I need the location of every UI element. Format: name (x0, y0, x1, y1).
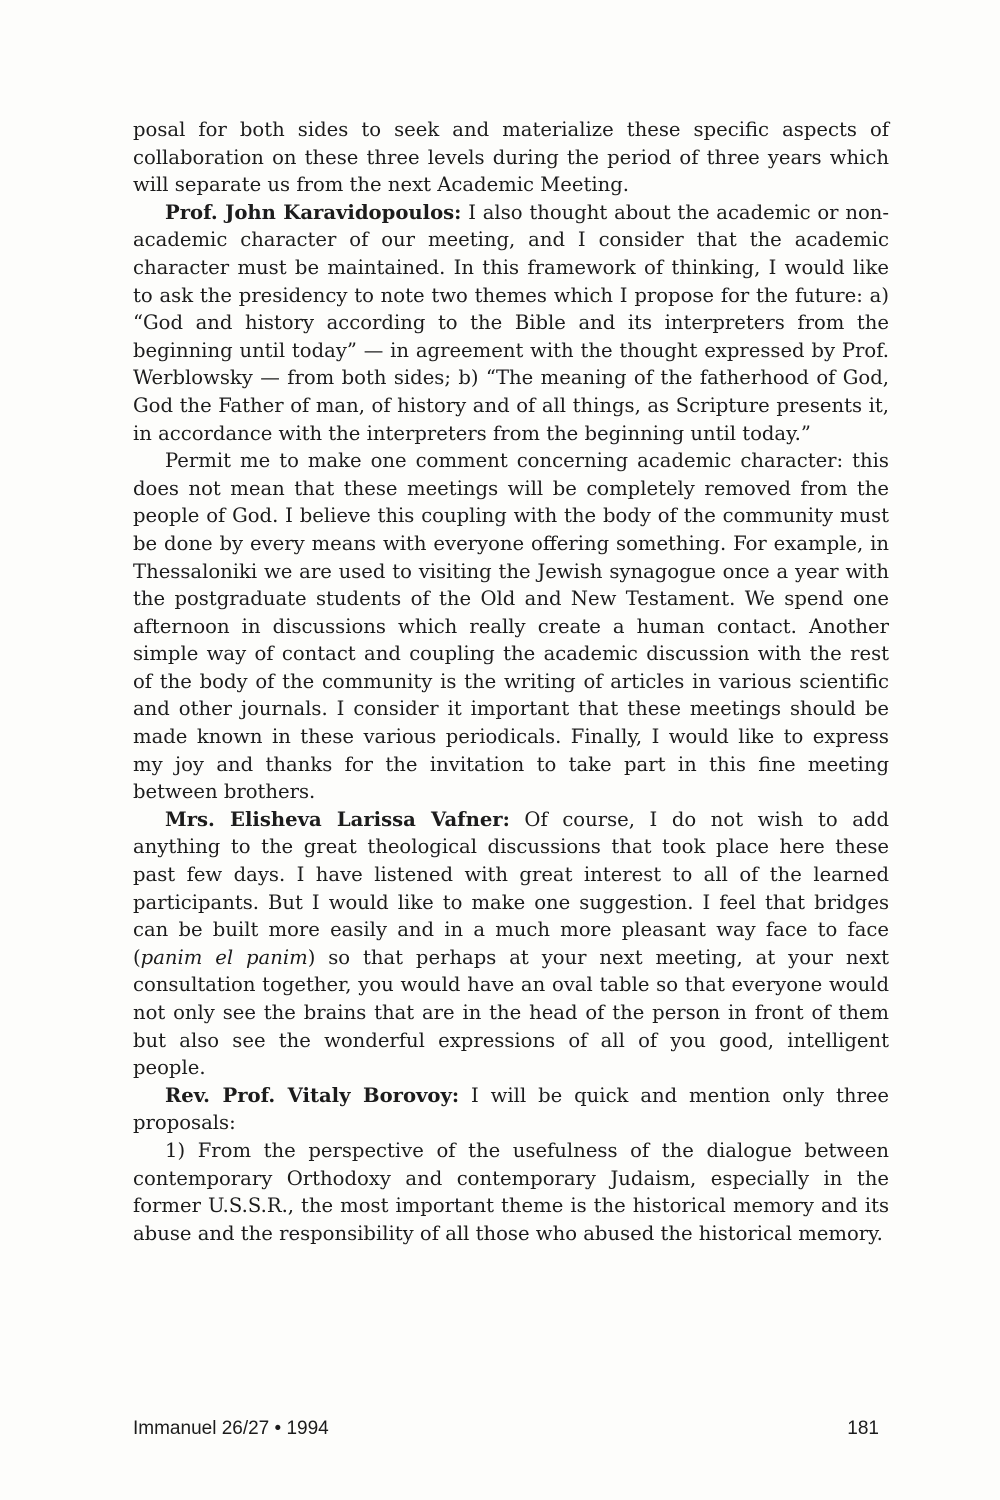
speaker-name: Rev. Prof. Vitaly Borovoy: (165, 1083, 460, 1107)
paragraph-text: Permit me to make one comment concerning academic character: this does not mean that these meetings will be completely removed from the people of God. I believe this coupling with the body of the community must be done by every means with everyone offering something. For example, in Thessaloniki we are used to visiting the Jewish synagogue once a year with the postgraduate students of the Old and New Testament. We spend one afternoon in discussions which really create a human contact. Another simple way of contact and coupling the academic discussion with the rest of the body of the community is the writing of articles in various scientific and other journals. I consider it important that these meetings should be made known in these various periodicals. Finally, I would like to express my joy and thanks for the invitation to take part in this fine meeting between brothers. (133, 449, 889, 804)
paragraph-1 (133, 116, 889, 199)
paragraph-text: posal for both sides to seek and materialize these specific aspects of collaboration on these three levels during the period of three years which will separate us from the next Academic Meeting. (133, 118, 889, 197)
paragraph-4 (133, 806, 889, 1082)
paragraph-text: Of course, I do not wish to add anything to the great theological discussions that took place here these past few days. I have listened with great interest to all of the learned participants. But I would like to make one suggestion. I feel that bridges can be built more easily and in a much more pleasant way face to face ( (133, 807, 889, 969)
paragraph-text: ) so that perhaps at your next meeting, at your next consultation together, you would have an oval table so that everyone would not only see the brains that are in the head of the person in front of them but also see the wonderful expressions of all of you good, intelligent people. (133, 945, 890, 1080)
paragraph-5 (133, 1082, 889, 1137)
paragraph-text: I will be quick and mention only three proposals: (133, 1083, 889, 1135)
italic-phrase: panim el panim (140, 945, 308, 969)
paragraph-2 (133, 199, 889, 447)
paragraph-text: 1) From the perspective of the usefulness of the dialogue between contemporary Orthodoxy and contemporary Judaism, especially in the former U.S.S.R., the most important theme is the historical memory and its abuse and the responsibility of all those who abused the historical memory. (133, 1138, 889, 1245)
speaker-name: Mrs. Elisheva Larissa Vafner: (165, 807, 510, 831)
paragraph-3 (133, 447, 889, 806)
paragraph-6 (133, 1137, 889, 1247)
speaker-name: Prof. John Karavidopoulos: (165, 200, 462, 224)
body-text (133, 116, 889, 1247)
page-number: 181 (847, 1418, 879, 1439)
paragraph-text: I also thought about the academic or non-academic character of our meeting, and I consider that the academic character must be maintained. In this framework of thinking, I would like to ask the presidency to note two themes which I propose for the future: a) “God and history according to the Bible and its interpreters from the beginning until today” — in agreement with the thought expressed by Prof. Werblowsky — from both sides; b) “The meaning of the fatherhood of God, God the Father of man, of history and of all things, as Scripture presents it, in accordance with the interpreters from the beginning until today.” (133, 200, 889, 445)
journal-citation: Immanuel 26/27 • 1994 (133, 1418, 329, 1439)
